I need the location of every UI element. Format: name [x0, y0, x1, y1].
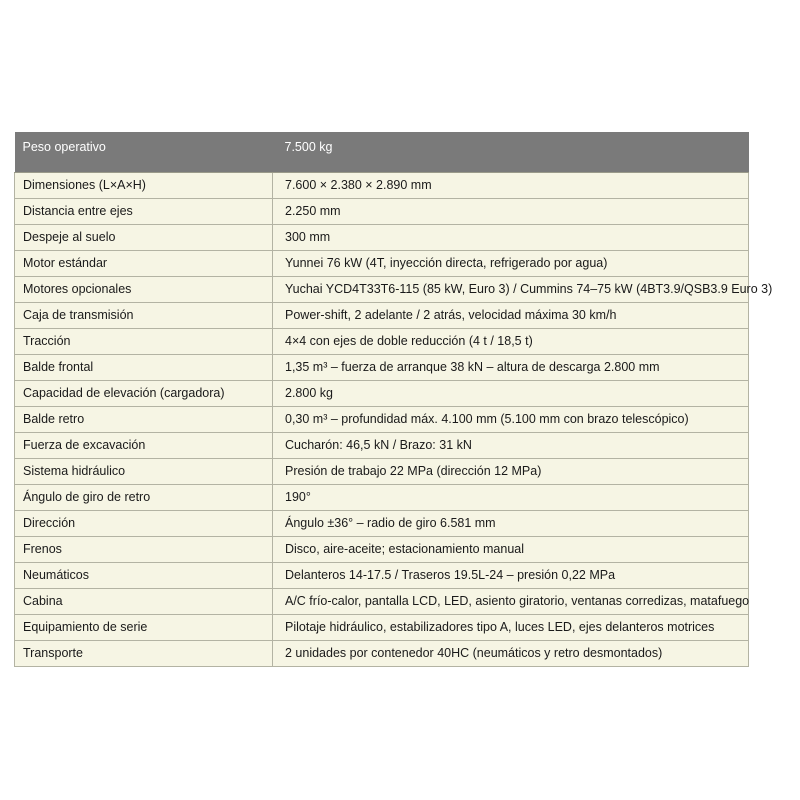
- header-label: Peso operativo: [15, 132, 273, 172]
- spec-label: Equipamiento de serie: [15, 614, 273, 640]
- table-row: [15, 354, 749, 380]
- spec-label: Motor estándar: [15, 250, 273, 276]
- spec-label: Distancia entre ejes: [15, 198, 273, 224]
- spec-label: Dimensiones (L×A×H): [15, 172, 273, 198]
- spec-value: Yunnei 76 kW (4T, inyección directa, refrigerado por agua): [273, 250, 749, 276]
- spec-value: Presión de trabajo 22 MPa (dirección 12 MPa): [273, 458, 749, 484]
- spec-value: Ángulo ±36° – radio de giro 6.581 mm: [273, 510, 749, 536]
- spec-label: Ángulo de giro de retro: [15, 484, 273, 510]
- spec-label: Transporte: [15, 640, 273, 666]
- spec-value: 1,35 m³ – fuerza de arranque 38 kN – altura de descarga 2.800 mm: [273, 354, 749, 380]
- spec-label: Caja de transmisión: [15, 302, 273, 328]
- table-row: [15, 224, 749, 250]
- spec-value: 4×4 con ejes de doble reducción (4 t / 18,5 t): [273, 328, 749, 354]
- spec-label: Capacidad de elevación (cargadora): [15, 380, 273, 406]
- spec-label: Neumáticos: [15, 562, 273, 588]
- table-row: [15, 380, 749, 406]
- table-row: [15, 198, 749, 224]
- spec-value: 0,30 m³ – profundidad máx. 4.100 mm (5.100 mm con brazo telescópico): [273, 406, 749, 432]
- spec-value: Disco, aire-aceite; estacionamiento manual: [273, 536, 749, 562]
- spec-value: Power-shift, 2 adelante / 2 atrás, velocidad máxima 30 km/h: [273, 302, 749, 328]
- spec-label: Balde retro: [15, 406, 273, 432]
- spec-value: 2.800 kg: [273, 380, 749, 406]
- spec-label: Balde frontal: [15, 354, 273, 380]
- table-row: [15, 302, 749, 328]
- spec-label: Motores opcionales: [15, 276, 273, 302]
- spec-label: Frenos: [15, 536, 273, 562]
- table-row: [15, 510, 749, 536]
- header-value: 7.500 kg: [273, 132, 749, 172]
- spec-table-body: [15, 172, 773, 666]
- spec-value: A/C frío-calor, pantalla LCD, LED, asiento giratorio, ventanas corredizas, matafuego: [273, 588, 749, 614]
- table-row: [15, 640, 749, 666]
- table-row: [15, 614, 749, 640]
- header-row: [15, 132, 749, 172]
- spec-value: Delanteros 14-17.5 / Traseros 19.5L-24 – presión 0,22 MPa: [273, 562, 749, 588]
- table-row: [15, 432, 749, 458]
- table-row: [15, 536, 749, 562]
- table-row: [15, 250, 749, 276]
- spec-label: Despeje al suelo: [15, 224, 273, 250]
- spec-value: Pilotaje hidráulico, estabilizadores tipo A, luces LED, ejes delanteros motrices: [273, 614, 749, 640]
- table-row: [15, 276, 749, 302]
- table-row: [15, 588, 749, 614]
- spec-value: Cucharón: 46,5 kN / Brazo: 31 kN: [273, 432, 749, 458]
- table-row: [15, 458, 749, 484]
- spec-label: Fuerza de excavación: [15, 432, 273, 458]
- spec-table: [14, 132, 773, 667]
- table-row: [15, 172, 749, 198]
- spec-value: 2 unidades por contenedor 40HC (neumáticos y retro desmontados): [273, 640, 749, 666]
- spec-value: 300 mm: [273, 224, 749, 250]
- table-row: [15, 406, 749, 432]
- table-row: [15, 562, 749, 588]
- table-row: [15, 328, 749, 354]
- spec-label: Tracción: [15, 328, 273, 354]
- spec-value: 7.600 × 2.380 × 2.890 mm: [273, 172, 749, 198]
- spec-label: Sistema hidráulico: [15, 458, 273, 484]
- table-row: [15, 484, 749, 510]
- spec-value: 190°: [273, 484, 749, 510]
- spec-label: Dirección: [15, 510, 273, 536]
- spec-value: 2.250 mm: [273, 198, 749, 224]
- spec-value: Yuchai YCD4T33T6-115 (85 kW, Euro 3) / Cummins 74–75 kW (4BT3.9/QSB3.9 Euro 3): [273, 276, 749, 302]
- spec-label: Cabina: [15, 588, 273, 614]
